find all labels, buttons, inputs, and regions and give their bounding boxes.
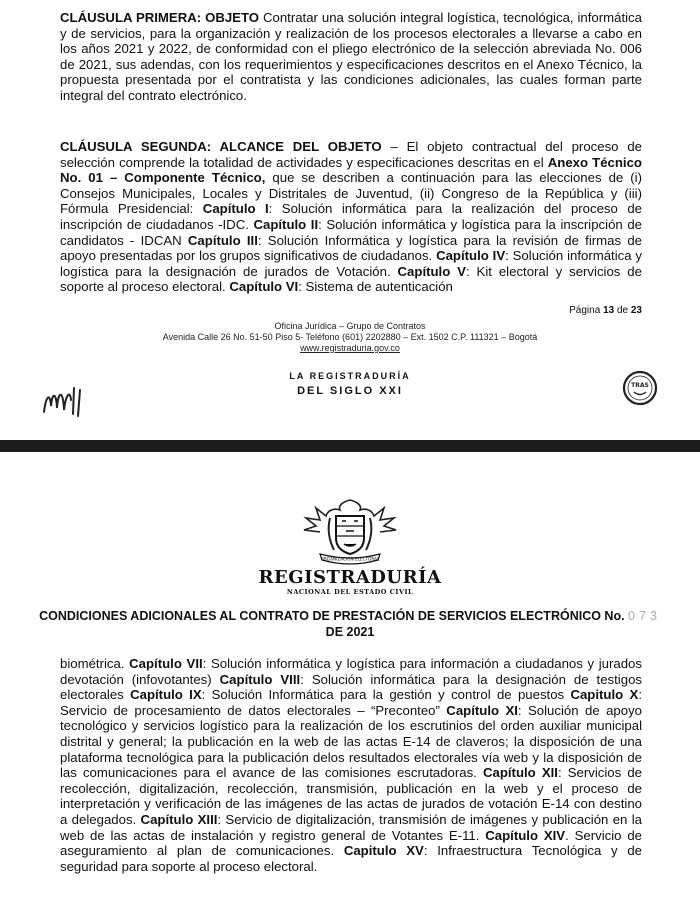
contract-number-stamp: 073: [628, 609, 661, 623]
clause-text: : Servicio de procesamiento de datos electorales – “Preconteo”: [60, 687, 642, 718]
brand-name: REGISTRADURÍA: [258, 567, 442, 588]
seal-text: TRAS: [631, 382, 649, 389]
chapter-label: Capítulo IX: [130, 687, 202, 703]
seal-icon: [622, 370, 658, 406]
footer-website[interactable]: www.registraduria.gov.co: [300, 343, 400, 353]
chapter-label: Capítulo I: [202, 201, 269, 217]
document-title-year: DE 2021: [325, 625, 375, 639]
chapter-label: Capítulo VII: [129, 656, 203, 671]
clause-segunda: [60, 139, 642, 295]
footer-office: Oficina Jurídica – Grupo de Contratos: [274, 321, 426, 331]
brand-subtitle: NACIONAL DEL ESTADO CIVIL: [286, 588, 414, 596]
chapter-label: CLÁUSULA SEGUNDA: ALCANCE DEL OBJETO: [60, 139, 382, 154]
clause-text: : Solución informática y logística para la inscripción de candidatos - IDCAN: [60, 216, 642, 248]
chapter-label: Capítulo VIII: [219, 671, 301, 687]
clause-text: : Servicio de digitalización, transmisión de imágenes y publicación en la web de las actas de instalación y registro general de Votantes E-11.: [60, 811, 642, 843]
chapter-label: Capítulo II: [253, 216, 319, 232]
document-page-top: [0, 0, 700, 440]
handwritten-initials: [40, 382, 100, 422]
clause-primera: [60, 10, 642, 104]
chapter-label: Capítulo IV: [436, 248, 506, 264]
clause-text: : Sistema de autenticación: [298, 279, 453, 295]
chapter-label: Capítulo V: [397, 263, 466, 279]
clause-text: : Kit electoral y servicios de soporte al proceso electoral.: [60, 263, 642, 295]
chapter-label: Capítulo III: [187, 232, 258, 248]
document-page-bottom: [0, 452, 700, 914]
slogan-line2: DEL SIGLO XXI: [297, 385, 403, 397]
clause-primera-body: Contratar una solución integral logística, tecnológica, informática y de servicios, para la organización y realización de los procesos electorales a llevarse a cabo en los años 2021 y 2022, de conformidad con el pliego electrónico de la selección abreviada No. 006 de 2021, sus adendas, con los requerimientos y especificaciones descritos en el Anexo Técnico, la propuesta presentada por el contratista y las condiciones adicionales, las cuales forman parte integral del contrato electrónico.: [60, 10, 642, 103]
clause-text: biométrica.: [60, 656, 130, 671]
chapter-label: Capitulo X: [570, 687, 639, 703]
crest-ribbon-text: ORGANIZACIÓN ELECTORAL: [320, 556, 380, 562]
clause-text: : Solución informática para la realización del proceso de inscripción de ciudadanos -IDC.: [60, 201, 642, 232]
clause-text: . Servicio de aseguramiento al plan de comunicaciones.: [60, 827, 642, 859]
clause-text: : Solución Informática para la gestión y control de puestos: [201, 687, 571, 703]
clause-text: : Infraestructura Tecnológica y de seguridad para soporte al proceso electoral.: [60, 843, 643, 874]
chapter-label: Capítulo XIII: [140, 811, 218, 827]
clause-continuation: [60, 656, 642, 874]
chapter-label: Capítulo VI: [229, 279, 299, 295]
chapter-label: Anexo Técnico No. 01 – Componente Técnico,: [60, 154, 642, 186]
coat-of-arms-logo: [290, 496, 410, 568]
clause-text: : Solución informática y logística para la designación de jurados de Votación.: [60, 248, 642, 279]
chapter-label: Capítulo XI: [446, 702, 518, 718]
document-title: CONDICIONES ADICIONALES AL CONTRATO DE PRESTACIÓN DE SERVICIOS ELECTRÓNICO No. 073: [39, 609, 661, 623]
clause-text: que se describen a continuación para las elecciones de (i) Consejos Municipales, Locales y Distritales de Juventud, (ii) Congreso de la República y (iii) Fórmula Presidencial:: [60, 170, 642, 217]
chapter-label: Capítulo XIV: [485, 827, 566, 843]
clause-text: : Servicios de recolección, digitalización, recolección, transmisión, publicación en la web y el proceso de interpretación y verificación de las imágenes de las actas de jurados de votación E-14 con destino a delegados.: [60, 765, 642, 827]
slogan-line1: LA REGISTRADURÍA: [289, 371, 411, 381]
clause-text: : Solución informática y logística para información a ciudadanos y jurados devotación (infovotantes): [60, 656, 642, 687]
clause-text: : Solución informática para la designación de testigos electorales: [60, 671, 642, 703]
clause-text: – El objeto contractual del proceso de selección comprende la totalidad de actividades y especificaciones descritas en el: [60, 139, 642, 170]
footer-address: Avenida Calle 26 No. 51-50 Piso 5- Teléfono (601) 2202880 – Ext. 1502 C.P. 111321 – Bogotá: [162, 332, 538, 342]
clause-primera-heading: CLÁUSULA PRIMERA: OBJETO: [60, 10, 260, 25]
chapter-label: Capítulo XII: [482, 765, 558, 781]
clause-text: : Solución Informática y logística para la revisión de firmas de apoyo presentadas por los grupos significativos de ciudadanos.: [60, 232, 642, 264]
page-number: Página 13 de 23: [569, 305, 642, 316]
chapter-label: Capitulo XV: [343, 843, 424, 859]
page-separator: [0, 440, 700, 452]
clause-text: : Solución de apoyo tecnológico y servicios logístico para la realización de los escrutinios del orden auxiliar municipal distrital y general; la publicación en la web de las actas E-14 de claveros; la disposición de una plataforma tecnológica para la publicación delos resultados electorales vía web y la disposición de las comunicaciones para el avance de las comisiones escrutadoras.: [60, 702, 643, 781]
